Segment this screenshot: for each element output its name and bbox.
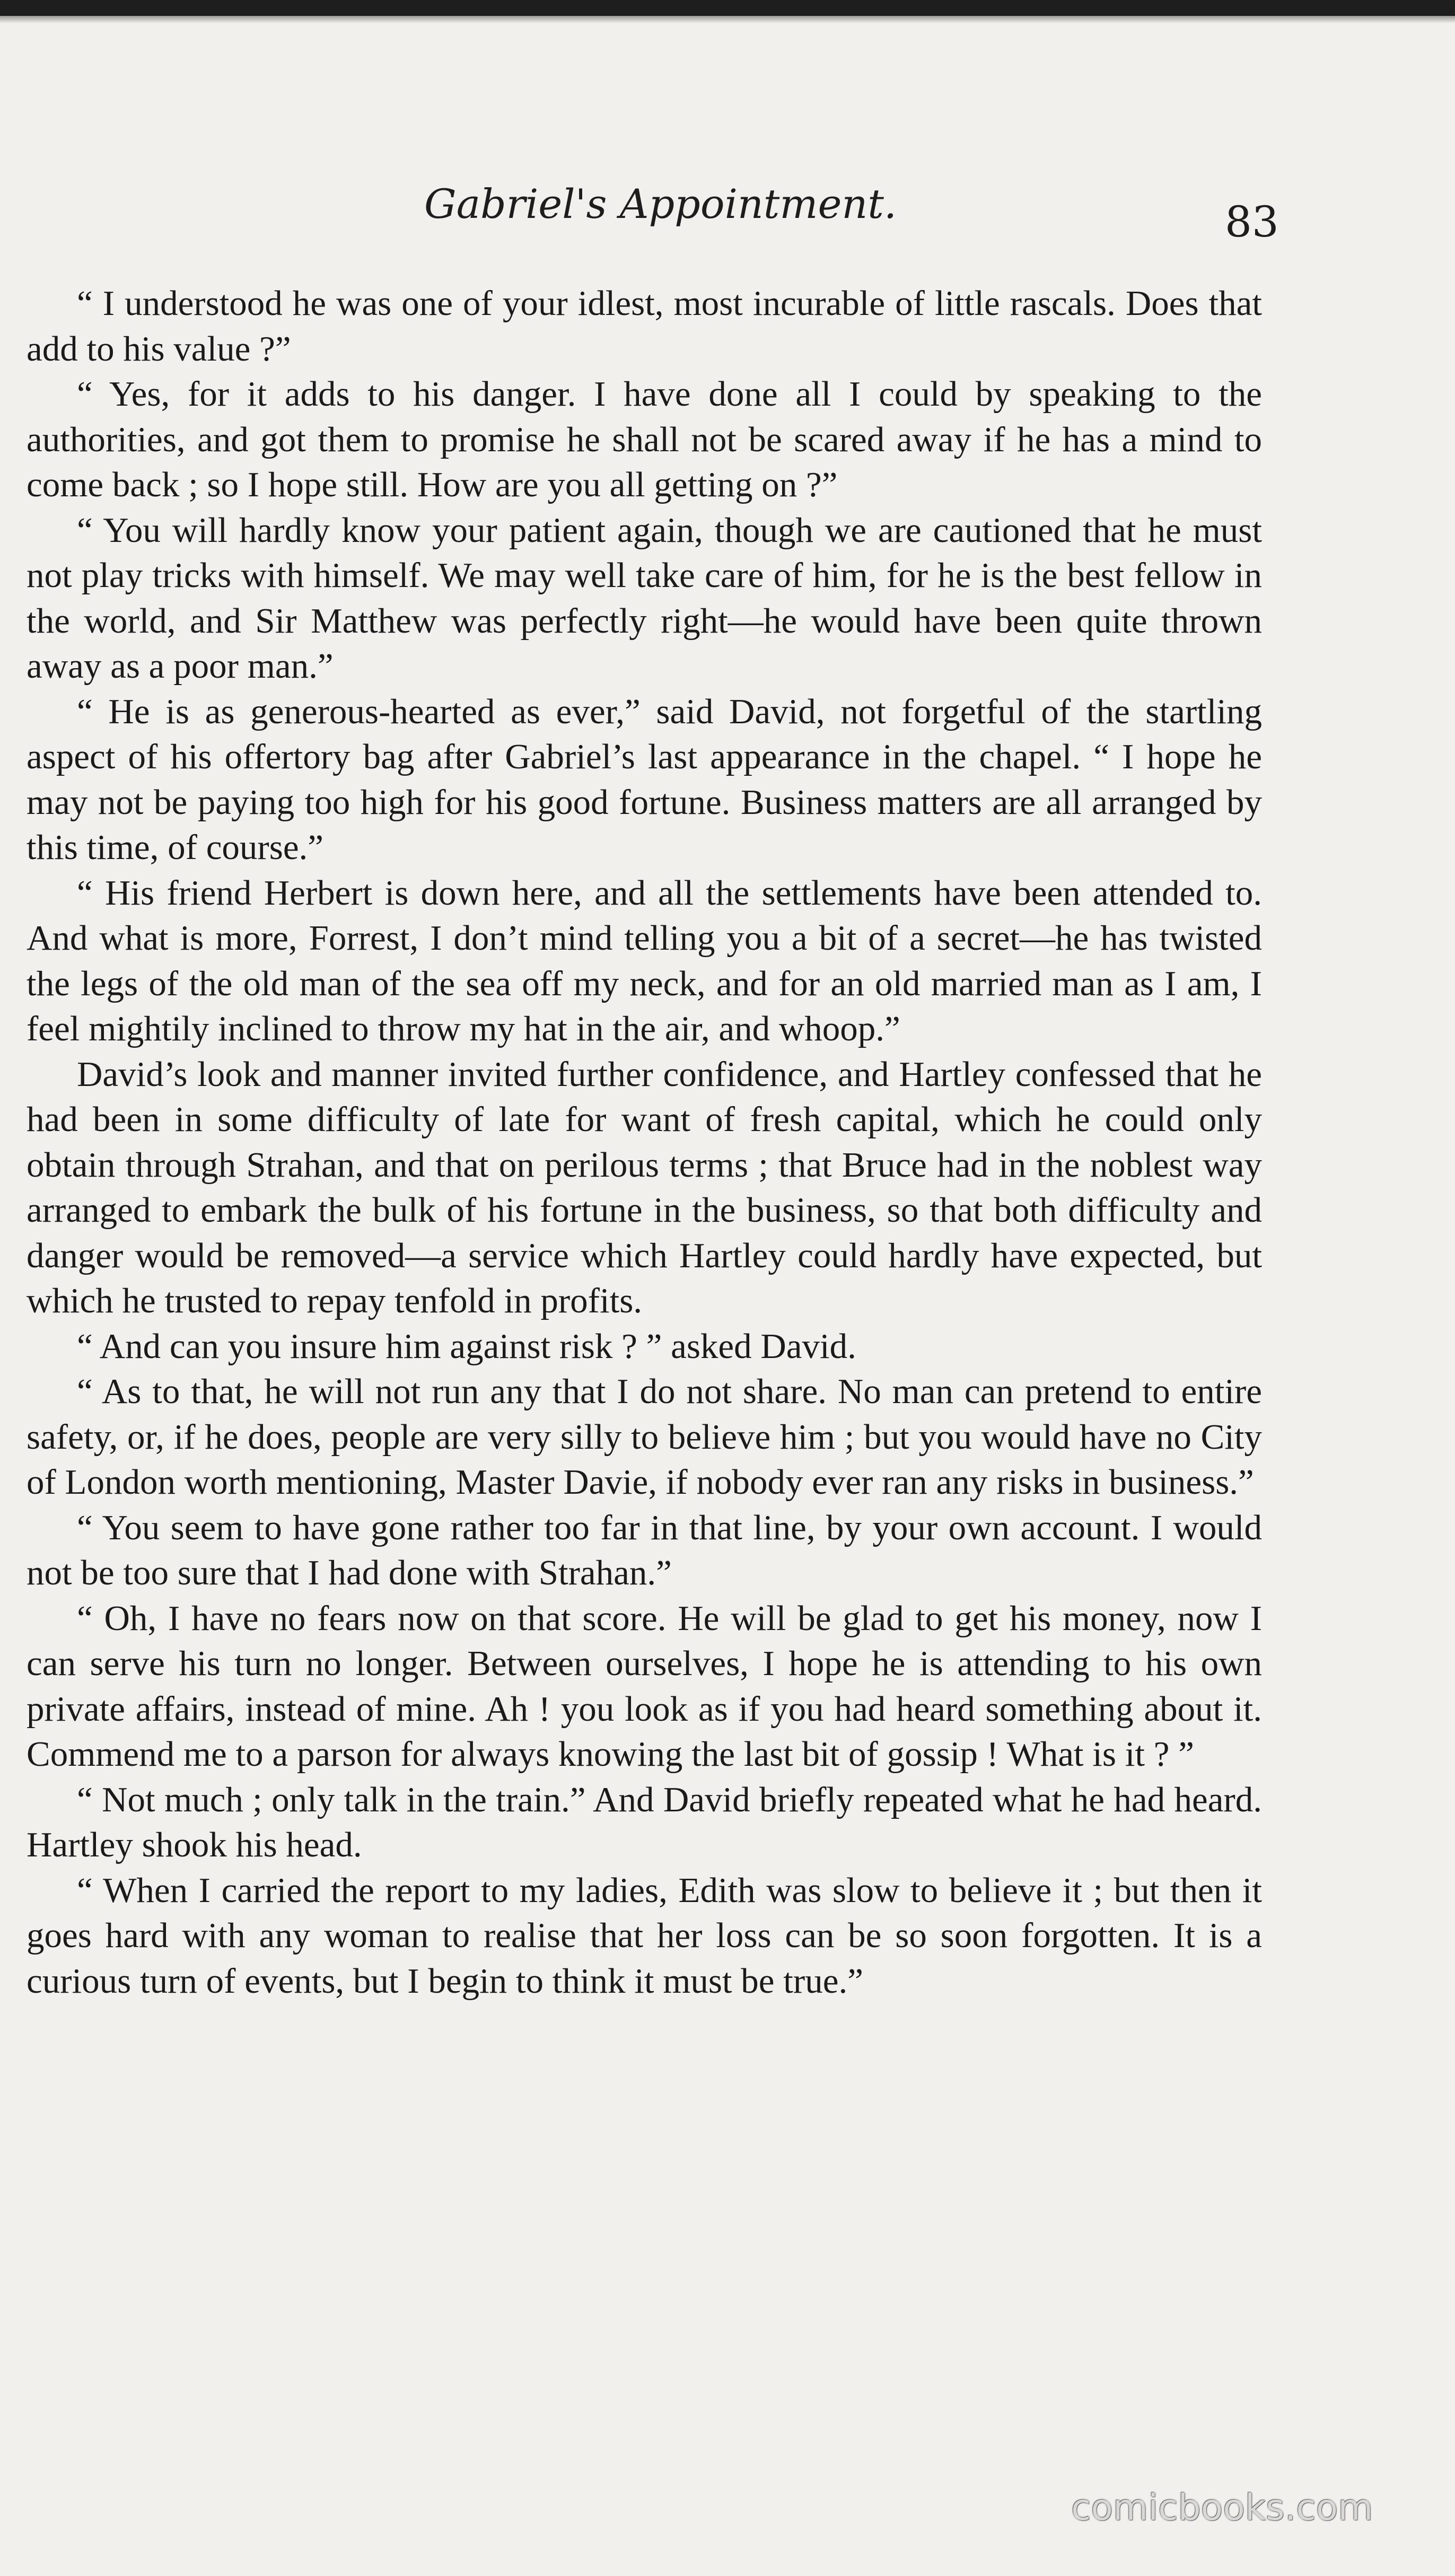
paragraph: “ Yes, for it adds to his danger. I have done all I could by speaking to the authorities, and got them to promise he shall not be scared away if he has a mind to come back ; so I hope still. How are you all getting on ?” xyxy=(27,374,1262,504)
paragraph: “ You seem to have gone rather too far in that line, by your own account. I would not be too sure that I had done with Strahan.” xyxy=(27,1508,1262,1592)
body-text xyxy=(27,281,1262,2004)
paragraph: “ Not much ; only talk in the train.” And David briefly repeated what he had heard. Hartley shook his head. xyxy=(27,1780,1262,1864)
watermark-text: comicbooks.com xyxy=(1071,2487,1373,2529)
paragraph: “ And can you insure him against risk ? ” asked David. xyxy=(77,1326,856,1366)
running-title: Gabriel's Appointment. xyxy=(424,180,897,227)
paragraph: “ His friend Herbert is down here, and all the settlements have been attended to. And what is more, Forrest, I don’t mind telling you a bit of a secret—he has twisted the legs of the old man of the sea off my neck, and for an old married man as I am, I feel mightily inclined to throw my hat in the air, and whoop.” xyxy=(27,873,1262,1048)
paragraph: “ He is as generous-hearted as ever,” said David, not forgetful of the startling aspect of his offertory bag after Gabriel’s last appearance in the chapel. “ I hope he may not be paying too high for his good fortune. Business matters are all arranged by this time, of course.” xyxy=(27,691,1262,867)
paragraph: “ I understood he was one of your idlest, most incurable of little rascals. Does that add to his value ?” xyxy=(27,284,1262,369)
paragraph: “ You will hardly know your patient again, though we are cautioned that he must not play tricks with himself. We may well take care of him, for he is the best fellow in the world, and Sir Matthew was perfectly right—he would have been quite thrown away as a poor man.” xyxy=(27,510,1262,686)
page-top-shadow xyxy=(0,16,1455,23)
page-number: 83 xyxy=(1225,197,1279,247)
page-top-edge xyxy=(0,0,1455,16)
page-header xyxy=(0,180,1455,260)
paragraph: “ As to that, he will not run any that I do not share. No man can pretend to entire safety, or, if he does, people are very silly to believe him ; but you would have no City of London worth mentioning, Master Davie, if nobody ever ran any risks in business.” xyxy=(27,1372,1262,1502)
paragraph: “ Oh, I have no fears now on that score. He will be glad to get his money, now I can serve his turn no longer. Between ourselves, I hope he is attending to his own private affairs, instead of mine. Ah ! you look as if you had heard something about it. Commend me to a parson for always knowing the last bit of gossip ! What is it ? ” xyxy=(27,1598,1262,1774)
paragraph: “ When I carried the report to my ladies, Edith was slow to believe it ; but then it goes hard with any woman to realise that her loss can be so soon forgotten. It is a curious turn of events, but I begin to think it must be true.” xyxy=(27,1870,1262,2001)
paragraph: David’s look and manner invited further confidence, and Hartley confessed that he had been in some difficulty of late for want of fresh capital, which he could only obtain through Strahan, and that on perilous terms ; that Bruce had in the noblest way arranged to embark the bulk of his fortune in the business, so that both difficulty and danger would be removed—a service which Hartley could hardly have expected, but which he trusted to repay tenfold in profits. xyxy=(27,1054,1262,1320)
